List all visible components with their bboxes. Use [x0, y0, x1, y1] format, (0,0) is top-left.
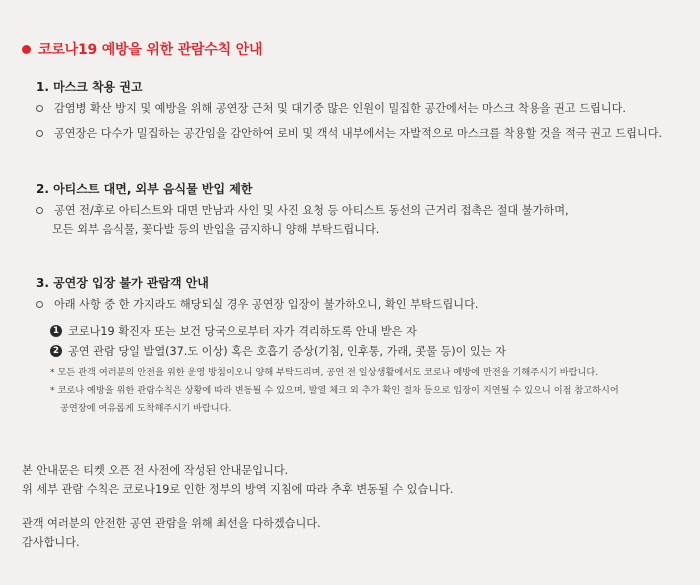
footnote-1: * 모든 관객 여러분의 안전을 위한 운영 방침이오니 양해 부탁드리며, 공연 전 일상생활에서도 코로나 예방에 만전을 기해주시기 바랍니다.: [50, 367, 599, 378]
section-3-bullet-1: [36, 295, 478, 315]
circle-bullet-icon: [36, 207, 43, 214]
bullet-text: 공연 전/후로 아티스트와 대면 만남과 사인 및 사진 요청 등 아티스트 동선의 근거리 접촉은 절대 불가하며,: [54, 204, 569, 217]
section-2-bullet-1-continued: [52, 220, 379, 240]
section-1-bullet-1: [36, 99, 626, 119]
numbered-item-text: 코로나19 확진자 또는 보건 당국으로부터 자가 격리하도록 안내 받은 자: [68, 325, 417, 338]
footer-line-3: 관객 여러분의 안전한 공연 관람을 위해 최선을 다하겠습니다.: [22, 517, 321, 530]
red-dot-icon: [22, 45, 31, 54]
bullet-text: 아래 사항 중 한 가지라도 해당되실 경우 공연장 입장이 불가하오니, 확인 부탁드립니다.: [54, 298, 479, 311]
notice-title-row: [22, 39, 262, 59]
bullet-text: 모든 외부 음식물, 꽃다발 등의 반입을 금지하니 양해 부탁드립니다.: [52, 223, 380, 236]
notice-title: 코로나19 예방을 위한 관람수칙 안내: [38, 42, 263, 58]
bullet-text: 공연장은 다수가 밀집하는 공간임을 감안하여 로비 및 객석 내부에서는 자발적으로 마스크를 착용할 것을 적극 권고 드립니다.: [54, 127, 663, 140]
footer-line-4: 감사합니다.: [22, 536, 80, 549]
section-2-heading: 2. 아티스트 대면, 외부 음식물 반입 제한: [36, 182, 253, 196]
footer-line-1: 본 안내문은 티켓 오픈 전 사전에 작성된 안내문입니다.: [22, 464, 289, 477]
footnote-2-continued: 공연장에 여유롭게 도착해주시기 바랍니다.: [60, 403, 232, 414]
footnote-2: * 코로나 예방을 위한 관람수칙은 상황에 따라 변동될 수 있으며, 발열 체크 외 추가 확인 절차 등으로 입장이 지연될 수 있으니 이점 참고하시어: [50, 385, 619, 396]
numbered-item-2: [50, 343, 506, 359]
number-badge-icon: 1: [50, 325, 62, 337]
circle-bullet-icon: [36, 130, 43, 137]
section-1-heading: 1. 마스크 착용 권고: [36, 80, 143, 94]
circle-bullet-icon: [36, 301, 43, 308]
section-3-heading: 3. 공연장 입장 불가 관람객 안내: [36, 276, 209, 290]
section-1-bullet-2: [36, 124, 662, 144]
bullet-text: 감염병 확산 방지 및 예방을 위해 공연장 근처 및 대기중 많은 인원이 밀집한 공간에서는 마스크 착용을 권고 드립니다.: [54, 102, 626, 115]
footer-line-2: 위 세부 관람 수칙은 코로나19로 인한 정부의 방역 지침에 따라 추후 변동될 수 있습니다.: [22, 483, 454, 496]
number-badge-icon: 2: [50, 345, 62, 357]
section-2-bullet-1: [36, 201, 569, 221]
numbered-item-1: [50, 323, 417, 339]
circle-bullet-icon: [36, 105, 43, 112]
numbered-item-text: 공연 관람 당일 발열(37.도 이상) 혹은 호흡기 증상(기침, 인후통, 가래, 콧물 등)이 있는 자: [68, 345, 506, 358]
